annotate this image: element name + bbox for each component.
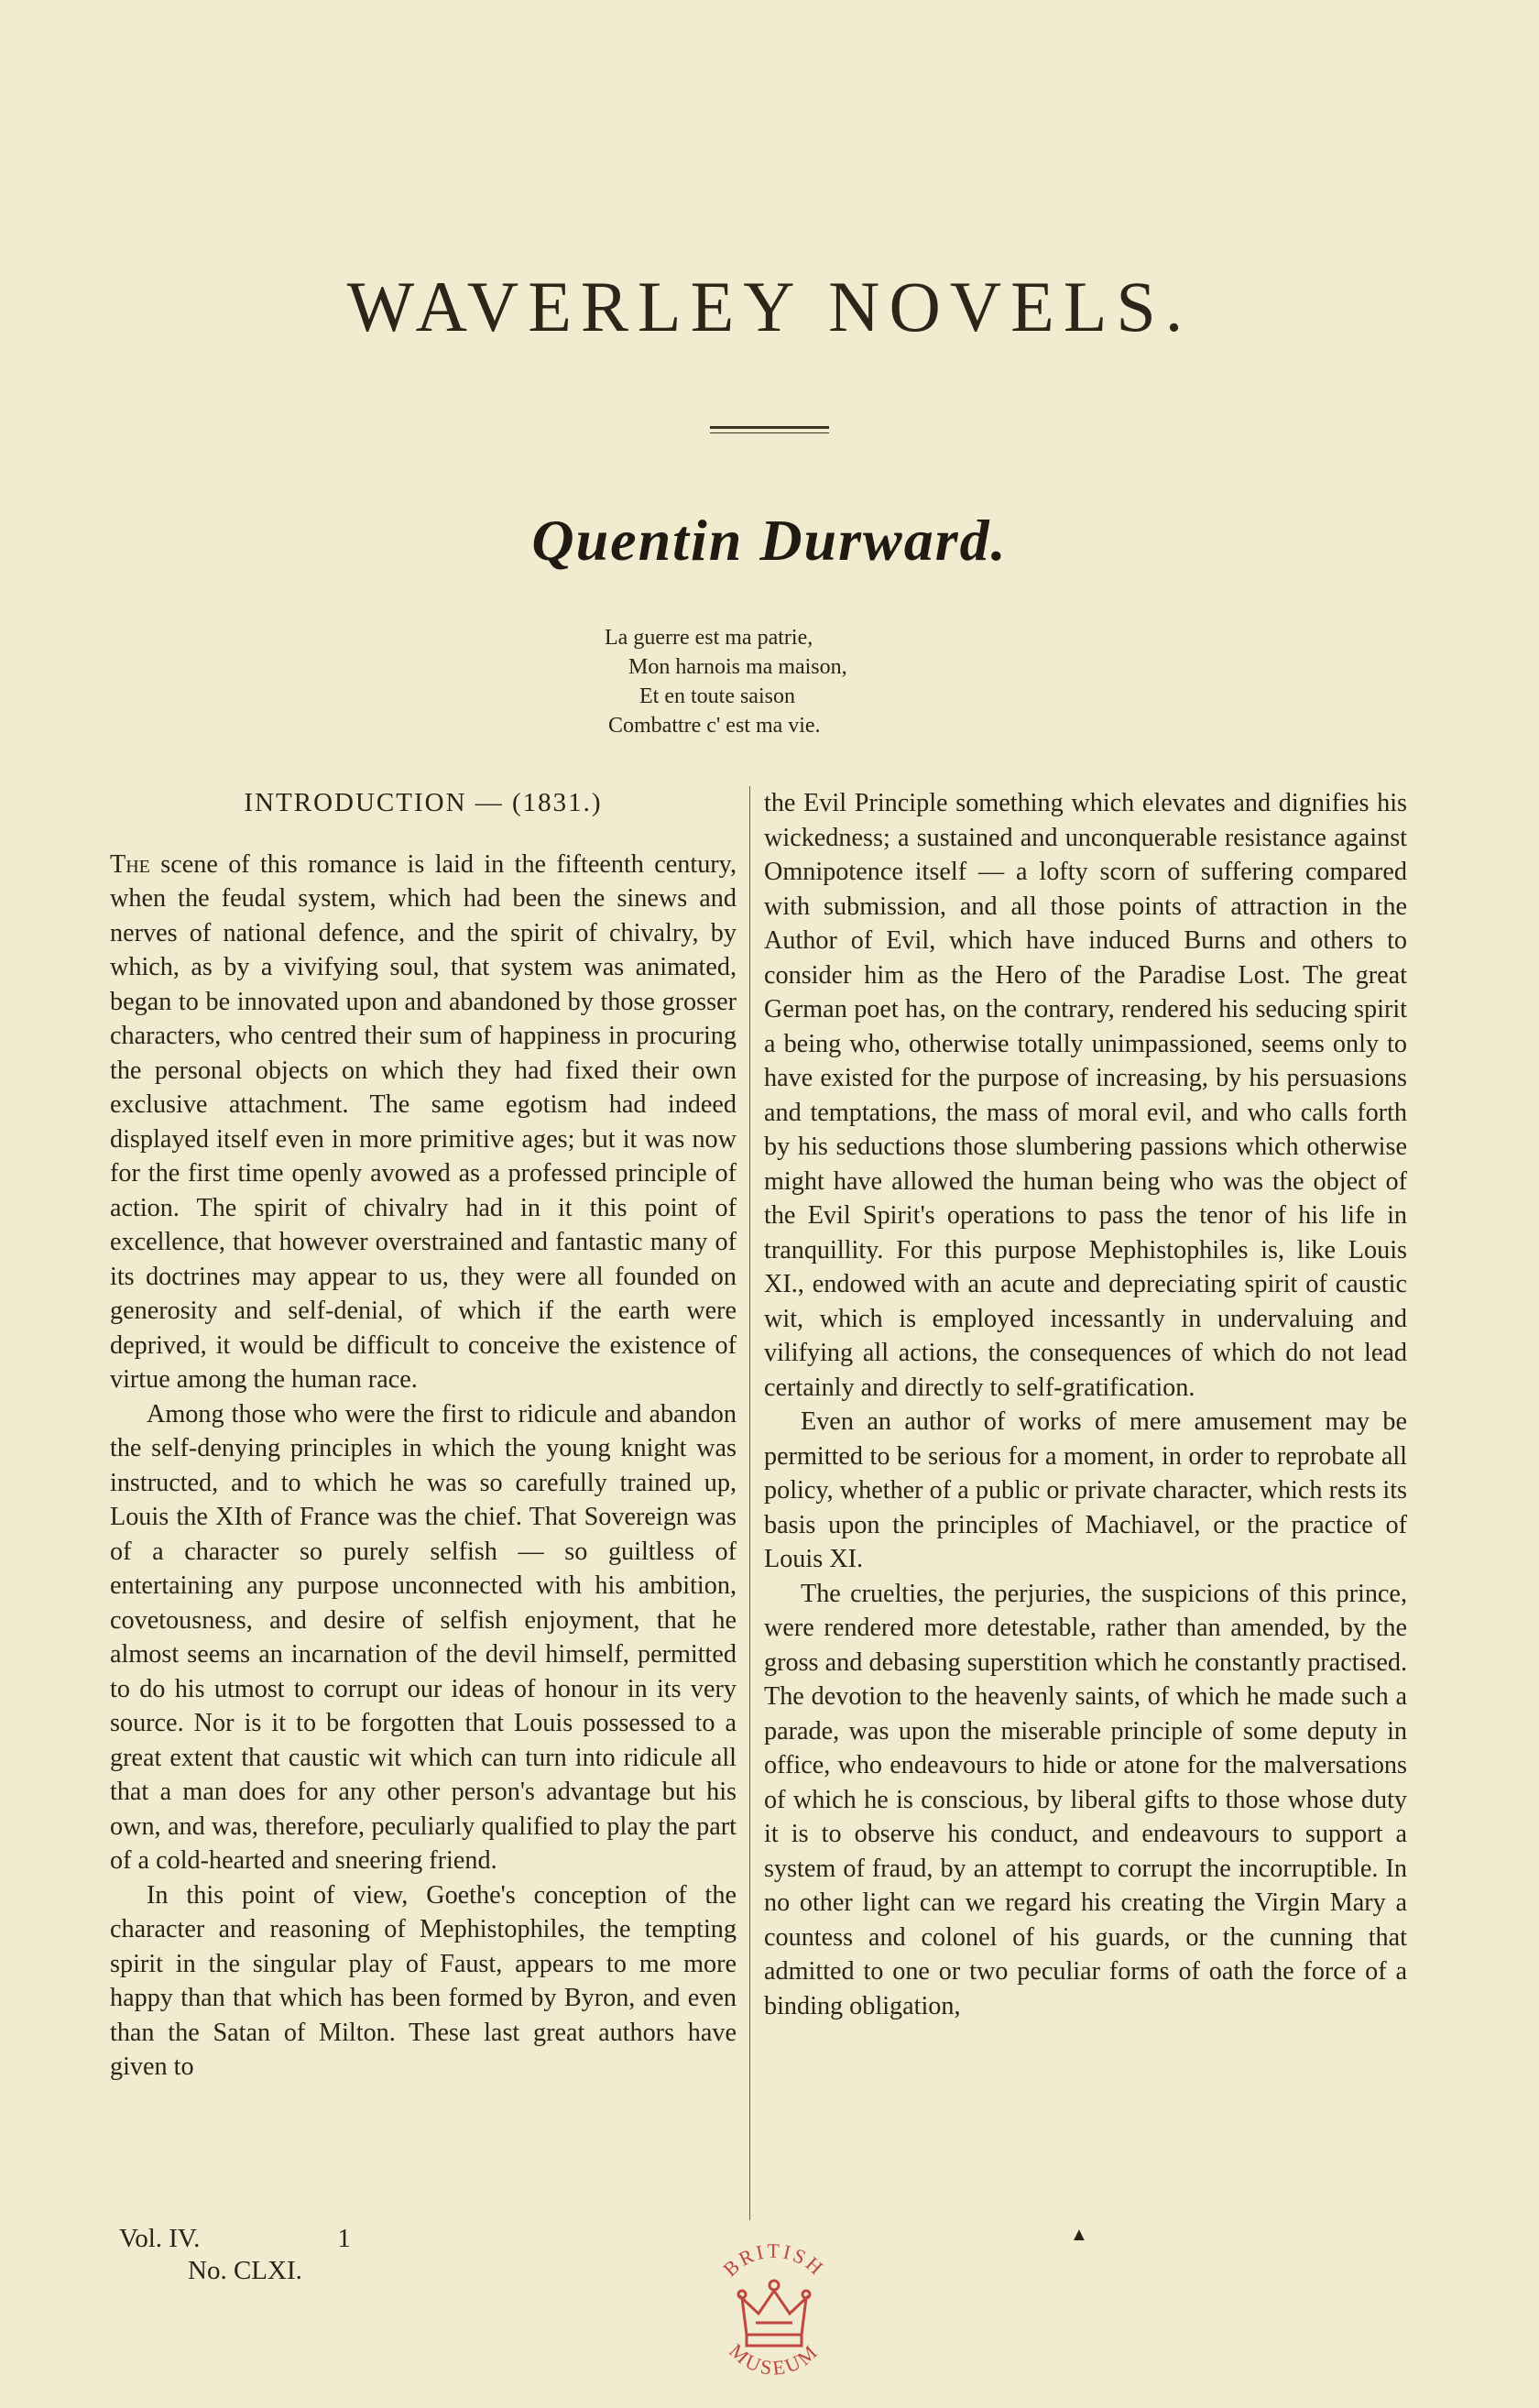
paragraph bbox=[110, 848, 737, 1397]
paragraph: In this point of view, Goethe's conception of the character and reasoning of Mephistophiles, the tempting spirit in the singular play of Faust, appears to me more happy than that which has been formed by Byron, and even than the Satan of Milton. These last great authors have given to bbox=[110, 1880, 737, 2081]
paragraph: The cruelties, the perjuries, the suspicions of this prince, were rendered more detestable, rather than amended, by the gross and debasing superstition which he constantly practised. The devotion to the heavenly saints, of which he made such a parade, was upon the miserable principle of some deputy in office, who endeavours to hide or atone for the malversations of which he is conscious, by liberal gifts to those whose duty it is to observe his conduct, and endeavours to support a system of fraud, by an attempt to corrupt the incorruptible. In no other light can we regard his creating the Virgin Mary a countess and colonel of his guards, or the cunning that admitted to one or two peculiar forms of oath the force of a binding obligation, bbox=[764, 1579, 1407, 2020]
title-double-rule bbox=[710, 426, 829, 437]
volume-label: Vol. IV. bbox=[119, 2224, 201, 2253]
paragraph: Even an author of works of mere amusement may be permitted to be serious for a moment, in order to reprobate all policy, whether of a public or private character, which rests its basis upon the principles of Machiavel, or the practice of Louis XI. bbox=[764, 1407, 1407, 1573]
epigraph-line: Et en toute saison bbox=[639, 684, 795, 708]
epigraph bbox=[605, 623, 847, 740]
introduction-heading: INTRODUCTION — (1831.) bbox=[244, 788, 603, 817]
paragraph: Among those who were the first to ridicule and abandon the self-denying principles in which the young knight was instructed, and to which he was so carefully trained up, Louis the XIth of France was the chief. That Sovereign was of a character so purely selfish — so guiltless of entertaining any purpose unconnected with his ambition, covetousness, and desire of selfish enjoyment, that he almost seems an incarnation of the devil himself, permitted to do his utmost to corrupt our ideas of honour in its very source. Nor is it to be forgotten that Louis possessed to a great extent that caustic wit which can turn into ridicule all that a man does for any other person's advantage but his own, and was, therefore, peculiarly qualified to play the part of a cold-hearted and sneering friend. bbox=[110, 1399, 737, 1875]
library-stamp-icon bbox=[705, 2227, 843, 2396]
printer-mark-icon: ▲ bbox=[1070, 2225, 1088, 2245]
column-divider bbox=[749, 786, 750, 2220]
opening-word: The bbox=[110, 849, 150, 879]
footer-number: No. CLXI. bbox=[188, 2256, 302, 2285]
signature-number: 1 bbox=[337, 2224, 351, 2253]
paragraph-text: scene of this romance is laid in the fifteenth century, when the feudal system, which had been the sinews and nerves of national defence, and the spirit of chivalry, by which, as by a vivifying soul, that system was animated, began to be innovated upon and abandoned by those grosser characters, who centred their sum of happiness in procuring the personal objects on which they had fixed their own exclusive attachment. The same egotism had indeed displayed itself even in more primitive ages; but it was now for the first time openly avowed as a professed principle of action. The spirit of chivalry had in it this point of excellence, that however overstrained and fantastic many of its doctrines may appear to us, they were all founded on generosity and self-denial, of which if the earth were deprived, it would be difficult to conceive the existence of virtue among the human race. bbox=[110, 849, 737, 1394]
footer-volume bbox=[119, 2224, 351, 2254]
stamp-bottom-text: MUSEUM bbox=[725, 2338, 824, 2380]
epigraph-line: Combattre c' est ma vie. bbox=[608, 714, 821, 738]
novel-title: Quentin Durward. bbox=[531, 508, 1008, 573]
right-column bbox=[764, 786, 1407, 2023]
epigraph-line: Mon harnois ma maison, bbox=[628, 655, 847, 679]
epigraph-line: La guerre est ma patrie, bbox=[605, 626, 813, 650]
page-title: WAVERLEY NOVELS. bbox=[346, 267, 1193, 346]
left-column bbox=[110, 786, 737, 2085]
svg-text:BRITISH bbox=[718, 2239, 829, 2282]
paragraph-continued: the Evil Principle something which elevates and dignifies his wickedness; a sustained and unconquerable resistance against Omnipotence itself — a lofty scorn of suffering compared with submission, and all those points of attraction in the Author of Evil, which have induced Burns and others to consider him as the Hero of the Paradise Lost. The great German poet has, on the contrary, rendered his seducing spirit a being who, otherwise totally unimpassioned, seems only to have existed for the purpose of increasing, by his persuasions and temptations, the mass of moral evil, and who calls forth by his seductions those slumbering passions which otherwise might have allowed the human being who was the object of the Evil Spirit's operations to pass the tenor of his life in tranquillity. For this purpose Mephistophiles is, like Louis XI., endowed with an acute and depreciating spirit of caustic wit, which is employed incessantly in undervaluing and vilifying all actions, the consequences of which do not lead certainly and directly to self-gratification. bbox=[764, 789, 1407, 1402]
stamp-top-text: BRITISH bbox=[718, 2238, 830, 2282]
